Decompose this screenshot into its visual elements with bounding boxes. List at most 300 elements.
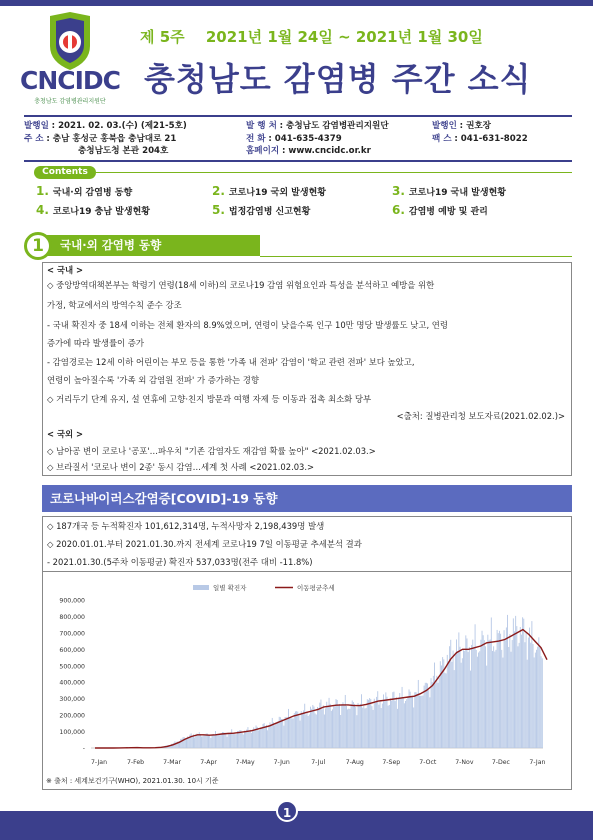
daily-cases-bar: [410, 692, 411, 748]
x-tick-label: 7-Mar: [163, 759, 181, 766]
daily-cases-bar: [438, 683, 439, 748]
daily-cases-bar: [482, 631, 483, 748]
daily-cases-bar: [261, 728, 262, 748]
daily-cases-bar: [493, 646, 494, 748]
covid-line: - 2021.01.30.(5주차 이동평균) 확진자 537,033명(전주 대비 -11.8%): [47, 557, 313, 567]
section-1-header: [24, 232, 572, 258]
daily-cases-bar: [298, 716, 299, 748]
daily-cases-bar: [250, 730, 251, 748]
toc-item-3[interactable]: 3. 코로나19 국내 발생현황: [392, 184, 506, 198]
daily-cases-bar: [358, 703, 359, 748]
daily-cases-bar: [202, 736, 203, 748]
daily-cases-bar: [209, 735, 210, 748]
daily-cases-bar: [431, 678, 432, 748]
daily-cases-bar: [391, 701, 392, 748]
daily-cases-bar: [208, 735, 209, 748]
daily-cases-bar: [268, 725, 269, 748]
daily-cases-bar: [448, 661, 449, 748]
daily-cases-bar: [326, 702, 327, 748]
daily-cases-bar: [195, 736, 196, 748]
daily-cases-bar: [478, 653, 479, 748]
daily-cases-bar: [323, 705, 324, 748]
daily-cases-bar: [302, 714, 303, 748]
daily-cases-bar: [380, 700, 381, 748]
daily-cases-bar: [363, 706, 364, 748]
daily-cases-bar: [334, 706, 335, 748]
daily-cases-bar: [314, 706, 315, 748]
daily-cases-bar: [266, 725, 267, 748]
daily-cases-bar: [228, 733, 229, 748]
daily-cases-bar: [473, 649, 474, 748]
foreign-heading: < 국외 >: [47, 429, 84, 439]
daily-cases-bar: [330, 704, 331, 748]
daily-cases-bar: [500, 634, 501, 748]
section-1-title: 국내·외 감염병 동향: [40, 235, 260, 256]
y-tick-label: 800,000: [59, 613, 85, 621]
daily-cases-bar: [421, 696, 422, 748]
daily-cases-bar: [457, 651, 458, 748]
daily-cases-bar: [516, 626, 517, 748]
daily-cases-bar: [464, 651, 465, 748]
x-tick-label: 7-Apr: [200, 759, 217, 766]
daily-cases-bar: [348, 709, 349, 748]
daily-cases-bar: [541, 656, 542, 748]
daily-cases-bar: [296, 711, 297, 748]
covid-trend-chart: [43, 576, 571, 772]
daily-cases-bar: [429, 697, 430, 748]
x-tick-label: 7-Jun: [273, 759, 290, 766]
daily-cases-bar: [289, 718, 290, 748]
daily-cases-bar: [491, 617, 492, 748]
daily-cases-bar: [455, 655, 456, 748]
daily-cases-bar: [411, 696, 412, 748]
daily-cases-bar: [434, 663, 435, 748]
x-tick-label: 7-May: [235, 759, 255, 766]
daily-cases-bar: [472, 640, 473, 748]
foreign-news-link[interactable]: ◇ 남아공 변이 코로나 '공포'…파우치 "기존 감염자도 재감염 확률 높아" <2021.02.03.>: [47, 446, 376, 456]
daily-cases-bar: [238, 731, 239, 748]
daily-cases-bar: [205, 736, 206, 748]
daily-cases-bar: [486, 666, 487, 748]
daily-cases-bar: [368, 700, 369, 748]
section-1-box: [42, 262, 572, 476]
daily-cases-bar: [265, 727, 266, 748]
daily-cases-bar: [285, 717, 286, 748]
daily-cases-bar: [305, 715, 306, 748]
homepage-label: 홈페이지: [246, 146, 280, 156]
daily-cases-bar: [229, 733, 230, 748]
daily-cases-bar: [404, 703, 405, 748]
daily-cases-bar: [467, 638, 468, 748]
daily-cases-bar: [382, 704, 383, 748]
daily-cases-bar: [470, 671, 471, 748]
daily-cases-bar: [462, 658, 463, 748]
daily-cases-bar: [388, 706, 389, 748]
daily-cases-bar: [426, 683, 427, 748]
daily-cases-bar: [309, 714, 310, 748]
daily-cases-bar: [216, 734, 217, 748]
daily-cases-bar: [376, 697, 377, 748]
daily-cases-bar: [384, 699, 385, 748]
daily-cases-bar: [409, 689, 410, 748]
daily-cases-bar: [352, 700, 353, 748]
daily-cases-bar: [422, 695, 423, 748]
daily-cases-bar: [383, 694, 384, 748]
daily-cases-bar: [406, 699, 407, 748]
daily-cases-bar: [325, 708, 326, 748]
daily-cases-bar: [460, 647, 461, 748]
daily-cases-bar: [513, 618, 514, 748]
daily-cases-bar: [339, 704, 340, 748]
daily-cases-bar: [361, 694, 362, 748]
domestic-line: 증가에 따라 발생률이 증가: [47, 338, 144, 348]
daily-cases-bar: [476, 650, 477, 748]
daily-cases-bar: [418, 680, 419, 748]
daily-cases-bar: [259, 730, 260, 748]
daily-cases-bar: [381, 708, 382, 748]
daily-cases-bar: [521, 635, 522, 748]
daily-cases-bar: [251, 733, 252, 748]
daily-cases-bar: [274, 725, 275, 748]
daily-cases-bar: [402, 687, 403, 748]
daily-cases-bar: [183, 737, 184, 748]
daily-cases-bar: [403, 697, 404, 748]
daily-cases-bar: [198, 735, 199, 748]
daily-cases-bar: [223, 732, 224, 748]
daily-cases-bar: [366, 708, 367, 748]
toc-item-4[interactable]: 4. 코로나19 충남 발생현황: [36, 203, 150, 217]
daily-cases-bar: [359, 705, 360, 748]
y-tick-label: 900,000: [59, 597, 85, 605]
daily-cases-bar: [282, 719, 283, 748]
daily-cases-bar: [407, 696, 408, 748]
x-tick-label: 7-Jul: [311, 759, 326, 766]
daily-cases-bar: [320, 700, 321, 748]
daily-cases-bar: [542, 658, 543, 748]
fax-label: 팩 스: [432, 133, 452, 144]
daily-cases-bar: [249, 732, 250, 748]
publisher-label: 발 행 처: [246, 121, 277, 131]
daily-cases-bar: [367, 699, 368, 748]
daily-cases-bar: [272, 718, 273, 748]
daily-cases-bar: [224, 733, 225, 748]
section-1-rule: [260, 256, 572, 257]
legend-swatch-bars: [193, 585, 209, 590]
daily-cases-bar: [412, 696, 413, 748]
daily-cases-bar: [360, 704, 361, 748]
domestic-line: ◇ 중앙방역대책본부는 학령기 연령(18세 이하)의 코로나19 감염 위험요인과 특성을 분석하고 예방을 위한: [47, 280, 435, 290]
daily-cases-bar: [484, 640, 485, 748]
daily-cases-bar: [353, 702, 354, 748]
daily-cases-bar: [370, 699, 371, 748]
x-tick-label: 7-Jan: [529, 759, 546, 766]
daily-cases-bar: [295, 711, 296, 748]
covid-line: ◇ 2020.01.01.부터 2021.01.30.까지 전세계 코로나19 7일 이동평균 추세분석 결과: [47, 539, 362, 549]
daily-cases-bar: [502, 658, 503, 748]
divider-mid: [24, 160, 572, 162]
daily-cases-bar: [278, 721, 279, 748]
daily-cases-bar: [180, 739, 181, 748]
toc-item-6[interactable]: 6. 감염병 예방 및 관리: [392, 203, 488, 217]
daily-cases-bar: [212, 735, 213, 748]
daily-cases-bar: [243, 734, 244, 748]
daily-cases-bar: [400, 699, 401, 748]
daily-cases-bar: [276, 723, 277, 748]
pub-date-value: : 2021. 02. 03.(수) (제21-5호): [51, 121, 187, 131]
y-tick-label: 100,000: [59, 729, 85, 737]
daily-cases-bar: [428, 690, 429, 748]
daily-cases-bar: [286, 717, 287, 748]
daily-cases-bar: [519, 643, 520, 748]
daily-cases-bar: [304, 704, 305, 748]
daily-cases-bar: [218, 735, 219, 748]
daily-cases-bar: [247, 727, 248, 748]
publication-info: [24, 120, 572, 158]
daily-cases-bar: [341, 704, 342, 748]
daily-cases-bar: [235, 734, 236, 748]
daily-cases-bar: [232, 734, 233, 748]
daily-cases-bar: [336, 699, 337, 748]
domestic-line: 연령이 높아질수록 '가족 외 감염원 전파' 가 증가하는 경향: [47, 375, 259, 385]
daily-cases-bar: [518, 646, 519, 748]
foreign-news-link[interactable]: ◇ 브라질서 '코로나 변이 2종' 동시 감염…세계 첫 사례 <2021.02.03.>: [47, 462, 315, 472]
y-tick-label: 600,000: [59, 646, 85, 654]
daily-cases-bar: [433, 676, 434, 748]
x-tick-label: 7-Aug: [345, 759, 364, 766]
daily-cases-bar: [227, 737, 228, 748]
covid-section-title: 코로나바이러스감염증[COVID]-19 동향: [42, 485, 572, 512]
phone-value: : 041-635-4379: [268, 133, 342, 144]
daily-cases-bar: [506, 627, 507, 748]
daily-cases-bar: [374, 699, 375, 748]
daily-cases-bar: [344, 706, 345, 748]
toc-item-1[interactable]: 1. 국내·외 감염병 동향: [36, 184, 133, 198]
logo-subtitle: 충청남도 감염병관리지원단: [34, 98, 106, 105]
daily-cases-bar: [471, 645, 472, 748]
daily-cases-bar: [405, 701, 406, 748]
daily-cases-bar: [515, 616, 516, 748]
y-tick-label: 200,000: [59, 712, 85, 720]
daily-cases-bar: [252, 731, 253, 748]
daily-cases-bar: [509, 634, 510, 748]
y-tick-label: 400,000: [59, 679, 85, 687]
daily-cases-bar: [260, 727, 261, 748]
daily-cases-bar: [485, 646, 486, 748]
daily-cases-bar: [520, 627, 521, 748]
daily-cases-bar: [414, 692, 415, 748]
daily-cases-bar: [416, 692, 417, 748]
daily-cases-bar: [378, 705, 379, 748]
daily-cases-bar: [333, 706, 334, 748]
daily-cases-bar: [347, 709, 348, 748]
x-tick-label: 7-Sep: [382, 759, 401, 766]
address-value: : 충남 홍성군 홍북읍 충남대로 21: [46, 133, 177, 144]
daily-cases-bar: [201, 736, 202, 748]
address-value-2: 충청남도청 본관 204호: [78, 146, 169, 156]
daily-cases-bar: [397, 709, 398, 748]
toc-item-2[interactable]: 2. 코로나19 국외 발생현황: [212, 184, 326, 198]
daily-cases-bar: [465, 635, 466, 748]
daily-cases-bar: [196, 734, 197, 748]
domestic-heading: < 국내 >: [47, 265, 84, 275]
domestic-line: ◇ 거리두기 단계 유지, 설 연휴에 고향·친지 방문과 여행 자제 등 이동과 접촉 최소화 당부: [47, 394, 372, 404]
daily-cases-bar: [301, 711, 302, 748]
issue-line: [140, 26, 483, 47]
x-tick-label: 7-Dec: [491, 759, 510, 766]
daily-cases-bar: [497, 630, 498, 748]
daily-cases-bar: [444, 673, 445, 748]
daily-cases-bar: [246, 730, 247, 748]
daily-cases-bar: [495, 650, 496, 748]
daily-cases-bar: [427, 683, 428, 748]
daily-cases-bar: [283, 726, 284, 748]
daily-cases-bar: [424, 686, 425, 748]
daily-cases-bar: [221, 734, 222, 748]
daily-cases-bar: [535, 653, 536, 748]
daily-cases-bar: [432, 682, 433, 748]
daily-cases-bar: [492, 651, 493, 748]
covid-box-divider: [43, 571, 571, 572]
daily-cases-bar: [393, 692, 394, 748]
daily-cases-bar: [327, 706, 328, 748]
daily-cases-bar: [450, 640, 451, 748]
daily-cases-bar: [186, 739, 187, 748]
domestic-line: - 국내 확진자 중 18세 이하는 전체 환자의 8.9%였으며, 연령이 낮을수록 인구 10만 명당 발생률도 낮고, 연령: [47, 320, 448, 330]
daily-cases-bar: [331, 711, 332, 748]
daily-cases-bar: [292, 718, 293, 748]
daily-cases-bar: [387, 697, 388, 748]
daily-cases-bar: [396, 697, 397, 748]
daily-cases-bar: [490, 639, 491, 748]
daily-cases-bar: [303, 710, 304, 748]
daily-cases-bar: [439, 678, 440, 748]
daily-cases-bar: [317, 707, 318, 748]
publisher-value: : 충청남도 감염병관리지원단: [279, 121, 389, 131]
daily-cases-bar: [528, 638, 529, 748]
daily-cases-bar: [287, 717, 288, 748]
logo-wordmark: CNCIDC: [19, 66, 121, 95]
daily-cases-bar: [254, 729, 255, 748]
daily-cases-bar: [220, 735, 221, 748]
top-bar: [0, 0, 593, 6]
daily-cases-bar: [538, 637, 539, 748]
domestic-line: 가정, 학교에서의 방역수칙 준수 강조: [47, 300, 182, 310]
daily-cases-bar: [351, 704, 352, 748]
daily-cases-bar: [316, 715, 317, 748]
daily-cases-bar: [529, 628, 530, 748]
daily-cases-bar: [203, 736, 204, 748]
daily-cases-bar: [483, 635, 484, 748]
daily-cases-bar: [498, 633, 499, 748]
daily-cases-bar: [504, 630, 505, 748]
daily-cases-bar: [310, 707, 311, 748]
daily-cases-bar: [505, 640, 506, 748]
issuer-value: : 권호장: [459, 121, 491, 131]
daily-cases-bar: [308, 716, 309, 748]
y-tick-label: -: [82, 745, 85, 753]
daily-cases-bar: [210, 738, 211, 748]
daily-cases-bar: [340, 715, 341, 748]
daily-cases-bar: [318, 710, 319, 748]
daily-cases-bar: [395, 701, 396, 748]
toc-item-5[interactable]: 5. 법정감염병 신고현황: [212, 203, 311, 217]
daily-cases-bar: [242, 733, 243, 748]
x-tick-label: 7-Oct: [419, 759, 437, 766]
daily-cases-bar: [489, 640, 490, 748]
daily-cases-bar: [475, 624, 476, 748]
daily-cases-bar: [512, 640, 513, 748]
daily-cases-bar: [533, 644, 534, 748]
daily-cases-bar: [441, 665, 442, 748]
date-range: 2021년 1월 24일 ~ 2021년 1월 30일: [205, 28, 483, 46]
daily-cases-bar: [507, 615, 508, 748]
daily-cases-bar: [345, 695, 346, 748]
legend-label-line: 이동평균추세: [297, 584, 335, 592]
daily-cases-bar: [540, 646, 541, 748]
daily-cases-bar: [463, 650, 464, 748]
daily-cases-bar: [453, 651, 454, 748]
daily-cases-bar: [346, 706, 347, 748]
daily-cases-bar: [436, 676, 437, 748]
daily-cases-bar: [399, 693, 400, 748]
daily-cases-bar: [236, 734, 237, 748]
daily-cases-bar: [373, 710, 374, 748]
daily-cases-bar: [446, 673, 447, 748]
daily-cases-bar: [420, 696, 421, 748]
daily-cases-bar: [200, 734, 201, 748]
daily-cases-bar: [392, 692, 393, 748]
daily-cases-bar: [349, 709, 350, 748]
daily-cases-bar: [258, 730, 259, 748]
daily-cases-bar: [234, 733, 235, 748]
daily-cases-bar: [273, 722, 274, 748]
daily-cases-bar: [523, 619, 524, 748]
daily-cases-bar: [194, 737, 195, 748]
homepage-link[interactable]: : www.cncidc.or.kr: [281, 146, 371, 156]
daily-cases-bar: [290, 718, 291, 748]
daily-cases-bar: [499, 631, 500, 748]
daily-cases-bar: [461, 663, 462, 748]
daily-cases-bar: [447, 655, 448, 748]
daily-cases-bar: [307, 712, 308, 748]
y-tick-label: 500,000: [59, 663, 85, 671]
daily-cases-bar: [454, 670, 455, 748]
daily-cases-bar: [480, 640, 481, 748]
daily-cases-bar: [338, 706, 339, 748]
daily-cases-bar: [398, 699, 399, 748]
daily-cases-bar: [514, 631, 515, 748]
daily-cases-bar: [244, 731, 245, 748]
daily-cases-bar: [215, 731, 216, 748]
daily-cases-bar: [337, 700, 338, 748]
daily-cases-bar: [214, 735, 215, 748]
daily-cases-bar: [534, 657, 535, 748]
daily-cases-bar: [479, 651, 480, 748]
daily-cases-bar: [508, 647, 509, 748]
daily-cases-bar: [435, 683, 436, 748]
address-label: 주 소: [24, 133, 44, 144]
daily-cases-bar: [324, 714, 325, 748]
issuer-label: 발행인: [432, 121, 457, 131]
daily-cases-bar: [297, 712, 298, 748]
page-title: 충청남도 감염병 주간 소식: [144, 60, 532, 98]
daily-cases-bar: [511, 652, 512, 748]
daily-cases-bar: [188, 737, 189, 748]
fax-value: : 041-631-8022: [454, 133, 528, 144]
daily-cases-bar: [281, 719, 282, 748]
daily-cases-bar: [413, 707, 414, 748]
daily-cases-bar: [191, 733, 192, 748]
